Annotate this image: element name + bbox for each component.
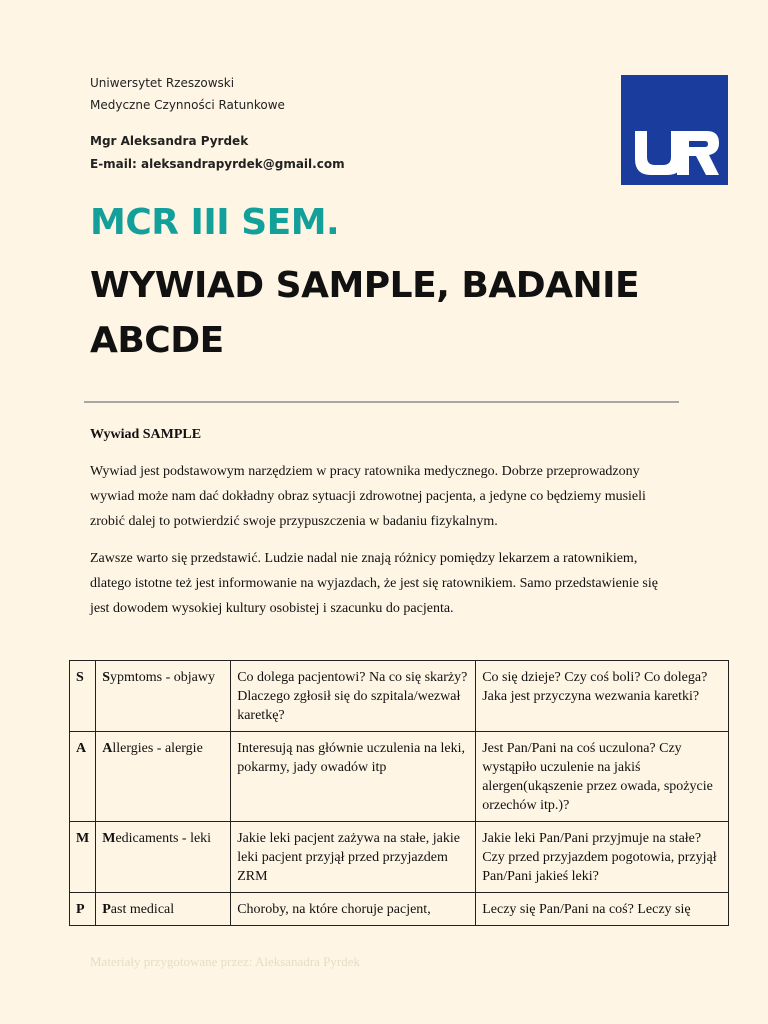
- university-name: Uniwersytet Rzeszowski: [90, 76, 235, 90]
- ur-logo-icon: [621, 75, 728, 185]
- university-logo: [621, 75, 728, 185]
- row-staff-question: Jakie leki pacjent zażywa na stałe, jakie leki pacjent przyjął przed przyjazdem ZRM: [231, 822, 476, 893]
- document-title: WYWIAD SAMPLE, BADANIE ABCDE: [90, 265, 640, 361]
- row-letter: A: [70, 732, 96, 822]
- category-initial: M: [102, 831, 116, 846]
- table-row: [70, 822, 729, 893]
- intro-paragraph: Wywiad jest podstawowym narzędziem w pracy ratownika medycznego. Dobrze przeprowadzony wywiad może nam dać dokładny obraz sytuacji zdrowotnej pacjenta, a jedyne co będziemy musieli zrobić dalej to potwierdzić swoje przypuszczenia w badaniu fizykalnym.: [90, 464, 646, 529]
- author-email: E-mail: aleksandrapyrdek@gmail.com: [90, 157, 345, 171]
- category-rest: ast medical: [110, 902, 175, 917]
- row-letter: S: [70, 661, 96, 732]
- row-category: [96, 893, 231, 926]
- row-category: [96, 661, 231, 732]
- category-initial: S: [102, 670, 111, 685]
- sample-table: [69, 660, 729, 926]
- section-heading: Wywiad SAMPLE: [90, 427, 202, 442]
- row-patient-question: Jakie leki Pan/Pani przyjmuje na stałe? Czy przed przyjazdem pogotowia, przyjął Pan/Pani jakieś leki?: [476, 822, 729, 893]
- author-name: Mgr Aleksandra Pyrdek: [90, 134, 249, 148]
- category-initial: P: [102, 902, 111, 917]
- category-rest: llergies - alergie: [112, 741, 203, 756]
- row-category: [96, 732, 231, 822]
- row-letter: P: [70, 893, 96, 926]
- row-staff-question: Co dolega pacjentowi? Na co się skarży? Dlaczego zgłosił się do szpitala/wezwał karetkę?: [231, 661, 476, 732]
- course-title: MCR III SEM.: [90, 202, 340, 243]
- department-name: Medyczne Czynności Ratunkowe: [90, 98, 285, 112]
- second-paragraph: Zawsze warto się przedstawić. Ludzie nadal nie znają różnicy pomiędzy lekarzem a ratownikiem, dlatego istotne też jest informowanie na wyjazdach, że jest się ratownikiem. Samo przedstawienie się jest dowodem wysokiej kultury osobistej i szacunku do pacjenta.: [90, 551, 658, 616]
- category-rest: edicaments - leki: [115, 831, 212, 846]
- category-initial: A: [102, 741, 113, 756]
- row-staff-question: Interesują nas głównie uczulenia na leki, pokarmy, jady owadów itp: [231, 732, 476, 822]
- table-row: [70, 732, 729, 822]
- category-rest: ypmtoms - objawy: [110, 670, 216, 685]
- row-category: [96, 822, 231, 893]
- row-staff-question: Choroby, na które choruje pacjent,: [231, 893, 476, 926]
- divider: [84, 401, 679, 403]
- row-patient-question: Leczy się Pan/Pani na coś? Leczy się: [476, 893, 729, 926]
- table-row: [70, 893, 729, 926]
- row-letter: M: [70, 822, 96, 893]
- row-patient-question: Co się dzieje? Czy coś boli? Co dolega? Jaka jest przyczyna wezwania karetki?: [476, 661, 729, 732]
- table-row: [70, 661, 729, 732]
- footer-credit: Materiały przygotowane przez: Aleksanadra Pyrdek: [90, 954, 361, 969]
- row-patient-question: Jest Pan/Pani na coś uczulona? Czy wystąpiło uczulenie na jakiś alergen(ukąszenie przez owada, spożycie orzechów itp.)?: [476, 732, 729, 822]
